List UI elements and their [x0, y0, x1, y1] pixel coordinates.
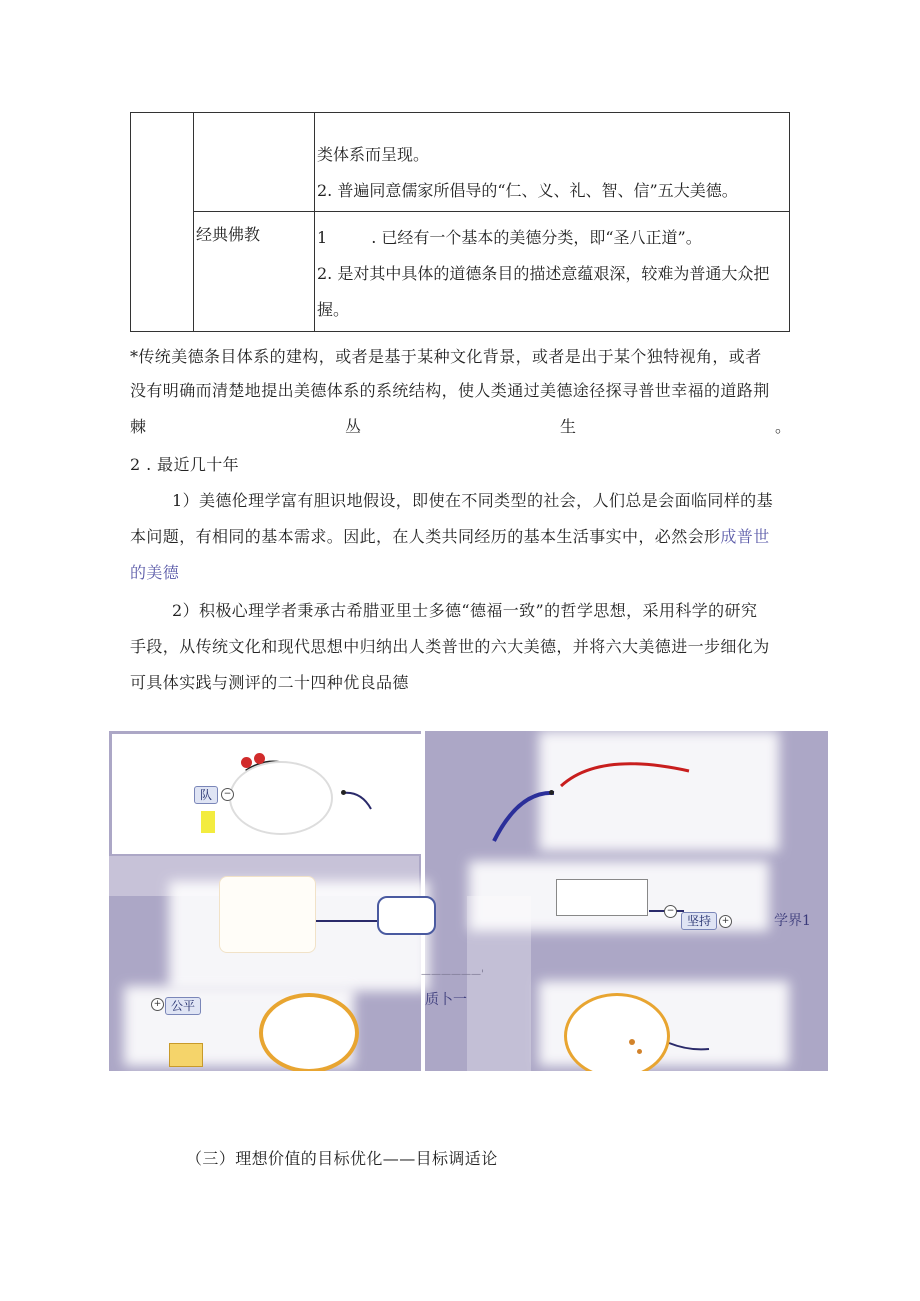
table-text: 1 . 已经有一个基本的美德分类，即“圣八正道”。 [317, 228, 702, 248]
node-dot [254, 753, 265, 764]
virtue-table [130, 112, 790, 332]
link-text[interactable]: 成普世 [720, 527, 770, 546]
connector-curve [343, 793, 371, 809]
mindmap-tag-persist[interactable]: 坚持 [681, 912, 717, 930]
paragraph-line: 2）积极心理学者秉承古希腊亚里士多德“德福一致”的哲学思想，采用科学的研究 [172, 601, 758, 620]
collapse-icon[interactable]: − [664, 905, 677, 918]
note-line: *传统美德条目体系的建构，或者是基于某种文化背景，或者是出于某个独特视角，或者 [130, 347, 762, 366]
connector-curve [494, 793, 554, 841]
collapse-icon[interactable]: − [221, 788, 234, 801]
table-row [131, 113, 790, 212]
mindmap-node [259, 993, 359, 1071]
edge-label-mid: 质卜一 [425, 992, 467, 1008]
mindmap-tag-fair[interactable]: 公平 [165, 997, 201, 1015]
node-dot [637, 1049, 642, 1054]
table-text: 握。 [317, 300, 350, 320]
table-text: 类体系而呈现。 [317, 145, 430, 164]
connector-curve [669, 1043, 709, 1049]
table-cell-tradition [194, 113, 315, 212]
mindmap-tag[interactable]: 队 [194, 786, 218, 804]
mindmap-node [377, 896, 436, 935]
edge-label-dash: ——————' [421, 969, 484, 980]
mindmap-node [229, 761, 333, 835]
paragraph-line: 可具体实践与测评的二十四种优良品德 [130, 673, 409, 692]
table-text: 2. 是对其中具体的道德条目的描述意蕴艰深，较难为普通大众把 [317, 264, 770, 284]
mindmap-node [556, 879, 648, 916]
node-dot [549, 790, 554, 795]
paragraph-line: 手段，从传统文化和现代思想中归纳出人类普世的六大美德，并将六大美德进一步细化为 [130, 637, 770, 656]
section-heading: （三）理想价值的目标优化——目标调适论 [186, 1149, 498, 1168]
paragraph-line: 1）美德伦理学富有胆识地假设，即使在不同类型的社会，人们总是会面临同样的基 [172, 491, 773, 510]
table-cell-description [315, 113, 790, 212]
link-text[interactable]: 的美德 [130, 563, 180, 582]
table-row [131, 212, 790, 332]
table-cell-tradition [194, 212, 315, 332]
note-line: 棘 [130, 417, 147, 436]
expand-icon[interactable]: + [719, 915, 732, 928]
node-dot [629, 1039, 635, 1045]
expand-icon[interactable]: + [151, 998, 164, 1011]
section-heading: 2 . 最近几十年 [130, 455, 240, 474]
edge-label-right: 学界1 [774, 913, 811, 929]
mindmap-node [169, 1043, 203, 1067]
node-dot [341, 790, 346, 795]
table-label-buddhism: 经典佛教 [196, 225, 261, 245]
note-line: 。 [775, 417, 792, 436]
node-dot [241, 757, 252, 768]
table-cell-description [315, 212, 790, 332]
connector-curve [561, 764, 689, 786]
note-line: 没有明确而清楚地提出美德体系的系统结构，使人类通过美德途径探寻普世幸福的道路荆 [130, 381, 770, 400]
mindmap-node [564, 993, 670, 1071]
note-line: 丛 [345, 417, 362, 436]
highlight-mark [201, 811, 215, 833]
mindmap-node [219, 876, 316, 953]
table-cell-category [131, 113, 194, 332]
mindmap-connectors [109, 731, 828, 1071]
note-line: 生 [560, 417, 577, 436]
paragraph-line: 本问题，有相同的基本需求。因此，在人类共同经历的基本生活事实中，必然会形成普世 [130, 527, 770, 546]
mindmap-figure [109, 731, 828, 1071]
table-text: 2. 普遍同意儒家所倡导的“仁、义、礼、智、信”五大美德。 [317, 181, 738, 200]
